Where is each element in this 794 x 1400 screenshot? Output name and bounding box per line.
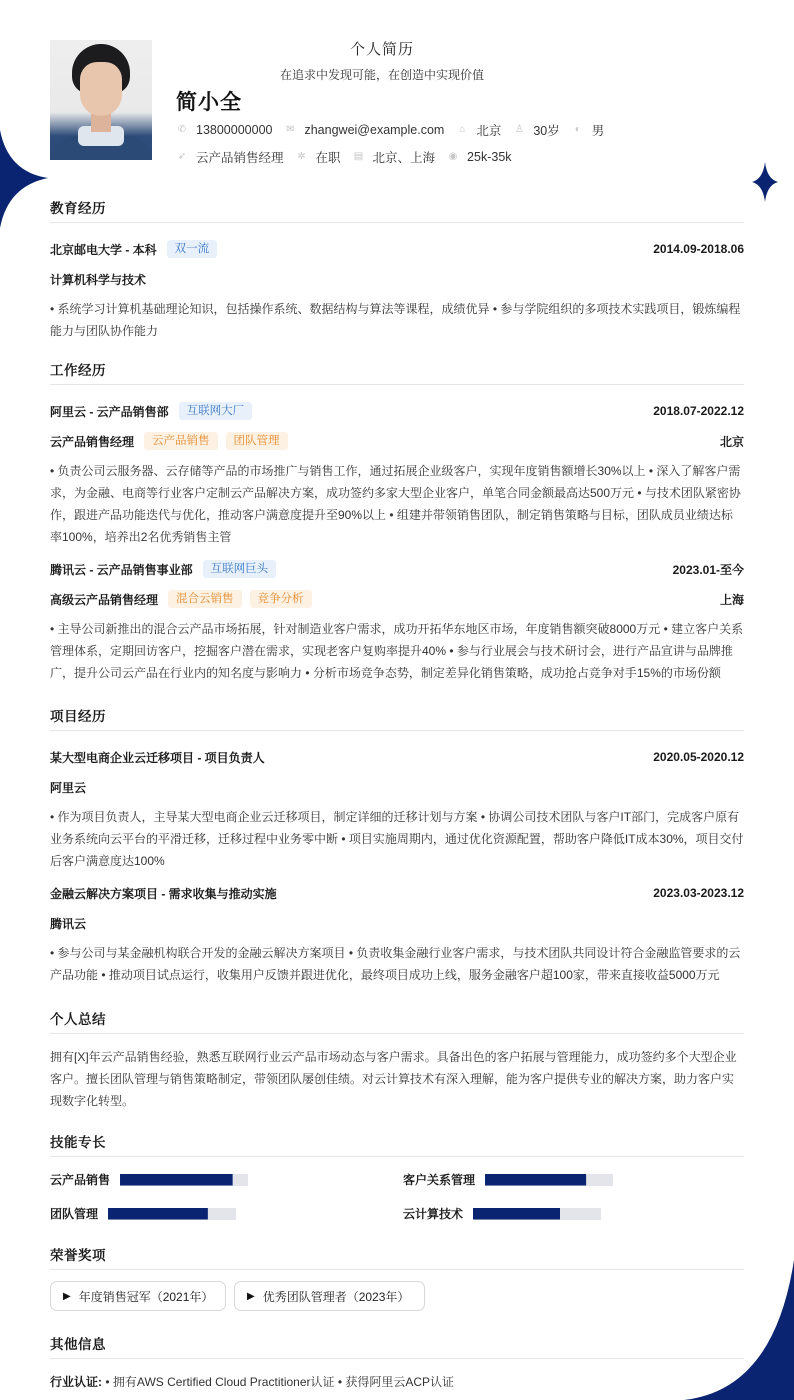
section-work [50,359,744,684]
contact-row-1 [176,121,616,139]
role-title: 高级云产品销售经理 [50,592,159,607]
section-title: 工作经历 [50,359,744,385]
project-date: 2023.03-2023.12 [653,886,744,900]
mail-icon: ✉ [286,124,295,135]
certification-row [50,1371,744,1393]
resume-header [50,0,744,190]
skill-bar [485,1174,613,1186]
role-tag: 混合云销售 [168,590,242,608]
section-projects [50,705,744,986]
gender-icon: ◐ [574,124,581,135]
project-company-row [50,912,744,934]
resume-page [50,0,744,1389]
section-other [50,1333,744,1393]
major: 计算机科学与技术 [50,272,147,287]
skill-item [403,1205,601,1222]
section-title: 个人总结 [50,1008,744,1034]
contact-row-2 [176,148,524,166]
skill-item [403,1171,613,1188]
role-tag: 竞争分析 [250,590,312,608]
skill-item [50,1205,236,1222]
education-date: 2014.09-2018.06 [653,242,744,256]
skill-bar [108,1208,236,1220]
phone-icon: ✆ [177,124,187,135]
info-city: ⌂ 北京 [456,121,501,139]
skill-name: 团队管理 [50,1207,99,1221]
send-icon: ➶ [177,151,187,162]
info-status: ✲ 在职 [297,151,341,165]
section-title: 荣誉奖项 [50,1244,744,1270]
work-description: • 负责公司云服务器、云存储等产品的市场推广与销售工作，通过拓展企业级客户，实现年度销售额增长30%以上 • 深入了解客户需求，为金融、电商等行业客户定制云产品解决方案，成功签约多家大型企业客户，单笔合同金额最高达500万元 • 与技术团队紧密协作，跟进产品功能迭代与优化，推动客户满意度提升至90%以上 • 组建并带领销售团队，制定销售策略与目标，团队成员业绩达标率100%，培养出2名优秀销售主管 [50,464,741,544]
project-entry-header [50,746,744,768]
work-description: • 主导公司新推出的混合云产品市场拓展，针对制造业客户需求，成功开拓华东地区市场，年度销售额突破8000万元 • 建立客户关系管理体系，定期回访客户，挖掘客户潜在需求，实现老客户复购率提升40% • 参与行业展会与技术研讨会，进行产品宣讲与品牌推广，提升公司云产品在行业内的知名度与影响力 • 分析市场竞争态势，制定差异化销售策略，成功抢占竞争对手15%的市场份额 [50,622,744,680]
info-gender: ◐ 男 [572,121,605,139]
section-awards [50,1244,744,1314]
info-target-role: ➶ 云产品销售经理 [177,151,284,165]
work-role-row [50,588,744,610]
project-description: • 作为项目负责人，主导某大型电商企业云迁移项目，制定详细的迁移计划与方案 • 协调公司技术团队与客户IT部门，完成客户原有业务系统向云平台的平滑迁移，迁移过程中业务零中断 • 项目实施周期内，通过优化资源配置，帮助客户降低IT成本30%，项目交付后客户满意度达100% [50,810,744,868]
sparkle-star-icon [750,160,780,204]
role-title: 云产品销售经理 [50,434,135,449]
section-education [50,197,744,342]
info-phone: ✆ 13800000000 [177,123,273,137]
section-title: 教育经历 [50,197,744,223]
skill-name: 云计算技术 [403,1207,464,1221]
award-item: ▶ 年度销售冠军（2021年） [50,1281,226,1311]
info-age: ♙ 30岁 [514,124,560,138]
school-name: 北京邮电大学 - 本科 [50,242,157,257]
skill-item [50,1171,248,1188]
company-name: 腾讯云 - 云产品销售事业部 [50,562,193,577]
section-title: 项目经历 [50,705,744,731]
building-icon: ▤ [353,151,364,162]
award-item: ▶ 优秀团队管理者（2023年） [234,1281,425,1311]
skill-bar [120,1174,248,1186]
work-date: 2018.07-2022.12 [653,404,744,418]
project-name: 某大型电商企业云迁移项目 - 项目负责人 [50,750,265,765]
company-tag: 互联网巨头 [203,560,277,578]
major-row [50,268,744,290]
home-icon: ⌂ [459,124,466,135]
school-tag: 双一流 [167,240,218,258]
certification-text: • 拥有AWS Certified Cloud Practitioner认证 • 获得阿里云ACP认证 [105,1375,455,1389]
section-summary [50,1008,744,1112]
slogan: 在追求中发现可能，在创造中实现价值 [279,68,484,82]
document-title: 个人简历 [349,41,414,58]
role-tag: 云产品销售 [144,432,218,450]
age-icon: ♙ [514,124,524,135]
triangle-right-icon: ▶ [63,1290,71,1302]
company-name: 阿里云 - 云产品销售部 [50,404,169,419]
role-tag: 团队管理 [226,432,288,450]
info-email: ✉ zhangwei@example.com [286,123,445,137]
work-entry-header [50,400,744,422]
work-location: 北京 [719,434,744,449]
certification-label: 行业认证: [50,1375,102,1389]
project-company: 腾讯云 [50,916,87,931]
skill-name: 客户关系管理 [403,1173,476,1187]
triangle-right-icon: ▶ [247,1290,255,1302]
info-salary: ◉ 25k-35k [448,150,512,164]
project-description: • 参与公司与某金融机构联合开发的金融云解决方案项目 • 负责收集金融行业客户需求，与技术团队共同设计符合金融监管要求的云产品功能 • 推动项目试点运行，收集用户反馈并跟进优化，最终项目成功上线，服务金融客户超100家，带来直接收益5000万元 [50,946,741,982]
project-company-row [50,776,744,798]
project-company: 阿里云 [50,780,87,795]
company-tag: 互联网大厂 [179,402,253,420]
work-role-row [50,430,744,452]
candidate-name: 简小全 [176,91,242,114]
work-location: 上海 [719,592,744,607]
salary-icon: ◉ [448,151,458,162]
education-entry-header [50,238,744,260]
work-date: 2023.01-至今 [672,562,744,577]
project-date: 2020.05-2020.12 [653,750,744,764]
section-title: 技能专长 [50,1131,744,1157]
project-name: 金融云解决方案项目 - 需求收集与推动实施 [50,886,277,901]
project-entry-header [50,882,744,904]
info-target-city: ▤ 北京、上海 [353,151,436,165]
section-skills [50,1131,744,1231]
skill-bar [473,1208,601,1220]
work-entry-header [50,558,744,580]
status-icon: ✲ [297,151,306,162]
section-title: 其他信息 [50,1333,744,1359]
education-description: • 系统学习计算机基础理论知识，包括操作系统、数据结构与算法等课程，成绩优异 • 参与学院组织的多项技术实践项目，锻炼编程能力与团队协作能力 [50,302,741,338]
summary-text: 拥有[X]年云产品销售经验，熟悉互联网行业云产品市场动态与客户需求。具备出色的客户拓展与管理能力，成功签约多个大型企业客户。擅长团队管理与销售策略制定，带领团队屡创佳绩。对云计算技术有深入理解，能为客户提供专业的解决方案，助力客户实现数字化转型。 [50,1050,737,1108]
skill-name: 云产品销售 [50,1173,111,1187]
